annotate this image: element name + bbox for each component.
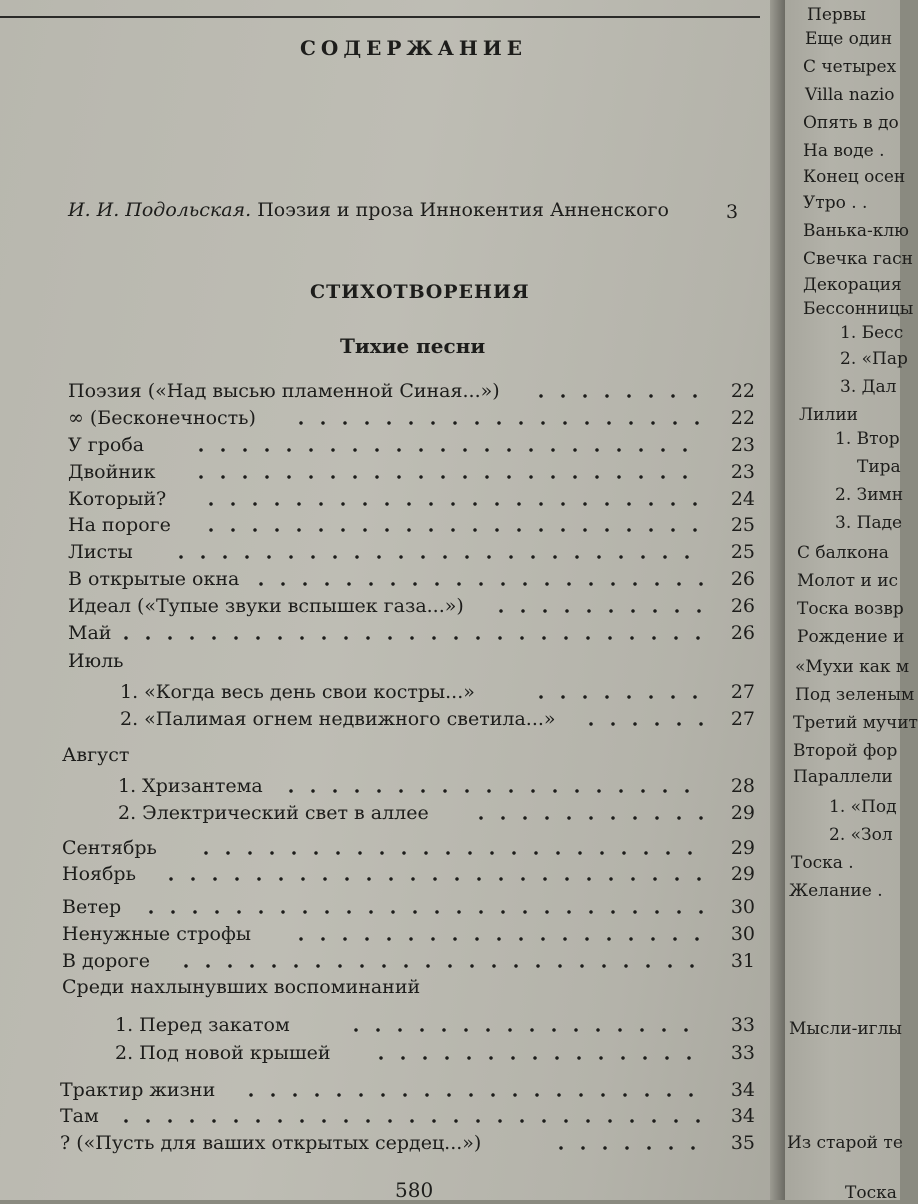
right-page-line: Под зеленым bbox=[795, 685, 915, 705]
dot-leader bbox=[290, 937, 703, 941]
toc-entry bbox=[62, 835, 760, 861]
right-page-line: Еще один bbox=[805, 29, 893, 49]
toc-entry bbox=[118, 800, 760, 826]
right-page-line: На воде . bbox=[803, 141, 885, 161]
toc-entry-title: 2. Под новой крышей bbox=[115, 1042, 331, 1064]
toc-entry bbox=[115, 1012, 760, 1038]
toc-entry-title: Поэзия («Над высью пламенной Синая...») bbox=[68, 380, 500, 402]
toc-entry-title: Ноябрь bbox=[62, 863, 136, 885]
toc-entry bbox=[62, 974, 760, 1000]
right-page-line: Лилии bbox=[799, 405, 858, 425]
preface-entry bbox=[68, 198, 669, 222]
toc-entry-title: Идеал («Тупые звуки вспышек газа...») bbox=[68, 595, 464, 617]
right-page-line: С четырех bbox=[803, 57, 897, 77]
toc-entry-page: 25 bbox=[730, 514, 755, 536]
dot-leader bbox=[250, 582, 703, 586]
right-page-line: Тоска bbox=[845, 1183, 897, 1203]
toc-entry-title: Листы bbox=[68, 541, 133, 563]
right-page-line: Желание . bbox=[789, 881, 883, 901]
dot-leader bbox=[190, 448, 703, 452]
toc-entry-title: 1. Хризантема bbox=[118, 775, 263, 797]
toc-entry-title: Ветер bbox=[62, 896, 122, 918]
right-page-line: Утро . . bbox=[803, 193, 868, 213]
preface-title: Поэзия и проза Иннокентия Анненского bbox=[257, 199, 669, 221]
toc-entry bbox=[68, 459, 760, 485]
right-page-line: Ванька-клю bbox=[803, 221, 909, 241]
toc-entry bbox=[60, 1130, 760, 1156]
toc-entry-title: В дороге bbox=[62, 950, 150, 972]
toc-entry-title: Двойник bbox=[68, 461, 156, 483]
top-rule bbox=[0, 16, 760, 18]
toc-entry-page: 30 bbox=[730, 923, 755, 945]
toc-entry-page: 24 bbox=[730, 488, 755, 510]
page-number: 580 bbox=[395, 1178, 434, 1202]
toc-entry-page: 22 bbox=[730, 407, 755, 429]
dot-leader bbox=[280, 789, 703, 793]
toc-entry-page: 29 bbox=[730, 863, 755, 885]
right-page-line: 1. Втор bbox=[835, 429, 900, 449]
toc-entry bbox=[68, 512, 760, 538]
dot-leader bbox=[140, 910, 703, 914]
dot-leader bbox=[200, 502, 703, 506]
dot-leader bbox=[490, 609, 703, 613]
toc-entry bbox=[62, 921, 760, 947]
toc-entry-page: 31 bbox=[730, 950, 755, 972]
right-page-line: Рождение и bbox=[797, 627, 905, 647]
toc-entry-title: ∞ (Бесконечность) bbox=[68, 407, 256, 429]
toc-entry-page: 28 bbox=[730, 775, 755, 797]
toc-entry bbox=[118, 773, 760, 799]
dot-leader bbox=[370, 1056, 703, 1060]
right-page-line: 1. Бесс bbox=[840, 323, 904, 343]
right-page-line: Свечка гасн bbox=[803, 249, 913, 269]
toc-entry bbox=[68, 539, 760, 565]
right-page-line: 2. «Пар bbox=[840, 349, 908, 369]
toc-entry bbox=[62, 861, 760, 887]
toc-entry-page: 33 bbox=[730, 1014, 755, 1036]
toc-entry-title: 2. Электрический свет в аллее bbox=[118, 802, 429, 824]
right-page-line: Villa nazio bbox=[805, 85, 895, 105]
toc-entry bbox=[68, 593, 760, 619]
right-page-line: Молот и ис bbox=[797, 571, 899, 591]
dot-leader bbox=[160, 877, 703, 881]
right-page-line: Третий мучит bbox=[793, 713, 918, 733]
toc-entry bbox=[120, 706, 760, 732]
toc-entry-title: Там bbox=[60, 1105, 99, 1127]
right-page bbox=[785, 0, 918, 1203]
toc-entry-page: 34 bbox=[730, 1105, 755, 1127]
right-page-line: «Мухи как м bbox=[795, 657, 910, 677]
toc-entry bbox=[68, 432, 760, 458]
toc-entry bbox=[68, 620, 760, 646]
toc-entry-title: На пороге bbox=[68, 514, 171, 536]
right-page-line: С балкона bbox=[797, 543, 889, 563]
toc-entry-title: Который? bbox=[68, 488, 167, 510]
toc-entry-page: 26 bbox=[730, 622, 755, 644]
toc-entry-title: Май bbox=[68, 622, 112, 644]
toc-entry-page: 23 bbox=[730, 461, 755, 483]
toc-entry-page: 29 bbox=[730, 802, 755, 824]
right-page-line: Тоска возвр bbox=[797, 599, 904, 619]
dot-leader bbox=[530, 695, 703, 699]
right-page-line: Конец осен bbox=[803, 167, 906, 187]
toc-entry-page: 33 bbox=[730, 1042, 755, 1064]
right-page-line: 2. Зимн bbox=[835, 485, 904, 505]
dot-leader bbox=[200, 528, 703, 532]
toc-entry-page: 27 bbox=[730, 708, 755, 730]
toc-entry-title: Среди нахлынувших воспоминаний bbox=[62, 976, 421, 998]
dot-leader bbox=[115, 1119, 703, 1123]
right-page-line: 3. Дал bbox=[840, 377, 897, 397]
dot-leader bbox=[240, 1093, 703, 1097]
toc-entry-page: 26 bbox=[730, 595, 755, 617]
toc-entry-title: Ненужные строфы bbox=[62, 923, 251, 945]
toc-entry bbox=[60, 1077, 760, 1103]
right-page-line: Опять в до bbox=[803, 113, 899, 133]
toc-entry-title: У гроба bbox=[68, 434, 145, 456]
dot-leader bbox=[190, 475, 703, 479]
toc-entry-page: 29 bbox=[730, 837, 755, 859]
right-page-line: Из старой те bbox=[787, 1133, 903, 1153]
right-page-line: Бессонницы bbox=[803, 299, 914, 319]
toc-entry-title: Трактир жизни bbox=[60, 1079, 216, 1101]
toc-entry-page: 25 bbox=[730, 541, 755, 563]
toc-entry-title: 1. Перед закатом bbox=[115, 1014, 290, 1036]
toc-entry bbox=[62, 894, 760, 920]
toc-entry-title: В открытые окна bbox=[68, 568, 240, 590]
toc-entry bbox=[120, 679, 760, 705]
right-page-line: Тира bbox=[857, 457, 901, 477]
toc-entry-title: 1. «Когда весь день свои костры...» bbox=[120, 681, 475, 703]
toc-entry bbox=[62, 948, 760, 974]
toc-entry bbox=[68, 378, 760, 404]
toc-entry-title: Июль bbox=[68, 650, 124, 672]
preface-author: И. И. Подольская. bbox=[68, 199, 252, 221]
right-page-line: Второй фор bbox=[793, 741, 898, 761]
dot-leader bbox=[115, 636, 703, 640]
toc-entry bbox=[60, 1103, 760, 1129]
toc-entry-title: Август bbox=[62, 744, 130, 766]
toc-entry-page: 27 bbox=[730, 681, 755, 703]
right-page-line: Первы bbox=[807, 5, 866, 25]
dot-leader bbox=[550, 1146, 703, 1150]
toc-entry bbox=[68, 648, 760, 674]
right-page-line: Параллели bbox=[793, 767, 893, 787]
dot-leader bbox=[170, 555, 703, 559]
dot-leader bbox=[580, 722, 703, 726]
dot-leader bbox=[530, 394, 703, 398]
dot-leader bbox=[290, 421, 703, 425]
toc-entry-page: 22 bbox=[730, 380, 755, 402]
contents-heading: СОДЕРЖАНИЕ bbox=[300, 36, 527, 60]
dot-leader bbox=[175, 964, 703, 968]
right-page-line: 1. «Под bbox=[829, 797, 897, 817]
section-title: СТИХОТВОРЕНИЯ bbox=[310, 281, 530, 303]
toc-entry bbox=[115, 1040, 760, 1066]
toc-entry-page: 26 bbox=[730, 568, 755, 590]
right-page-line: 3. Паде bbox=[835, 513, 903, 533]
right-page-line: 2. «Зол bbox=[829, 825, 893, 845]
toc-entry-page: 34 bbox=[730, 1079, 755, 1101]
toc-entry-title: 2. «Палимая огнем недвижного светила...» bbox=[120, 708, 556, 730]
toc-entry-title: ? («Пусть для ваших открытых сердец...») bbox=[60, 1132, 482, 1154]
dot-leader bbox=[470, 816, 703, 820]
right-page-line: Декорация bbox=[803, 275, 902, 295]
toc-entry bbox=[68, 566, 760, 592]
right-page-line: Тоска . bbox=[791, 853, 854, 873]
right-page-line: Мысли-иглы bbox=[789, 1019, 902, 1039]
subsection-title: Тихие песни bbox=[340, 334, 486, 358]
dot-leader bbox=[195, 851, 703, 855]
dot-leader bbox=[345, 1028, 703, 1032]
toc-entry-page: 23 bbox=[730, 434, 755, 456]
toc-entry bbox=[68, 405, 760, 431]
toc-entry bbox=[62, 742, 760, 768]
toc-entry-page: 35 bbox=[730, 1132, 755, 1154]
toc-entry bbox=[68, 486, 760, 512]
toc-entry-page: 30 bbox=[730, 896, 755, 918]
preface-page-number: 3 bbox=[726, 201, 739, 223]
toc-entry-title: Сентябрь bbox=[62, 837, 157, 859]
